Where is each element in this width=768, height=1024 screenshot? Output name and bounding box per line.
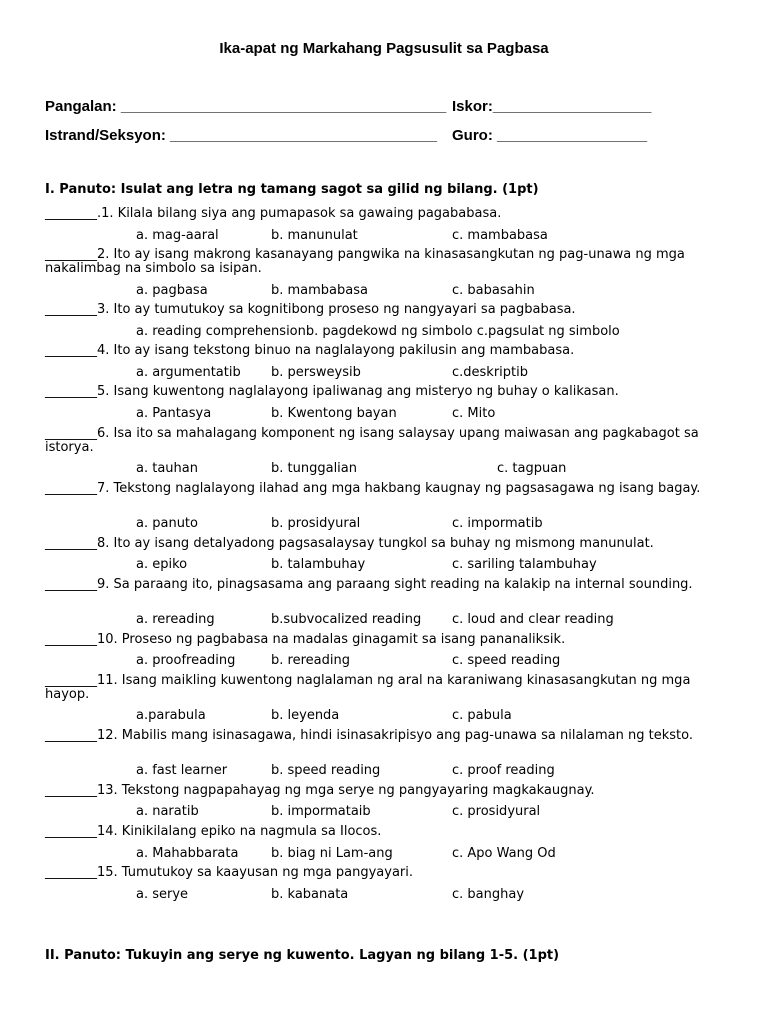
q13-option-c: c. prosidyural xyxy=(452,804,541,819)
question-14: ________14. Kinikilalang epiko na nagmula sa Ilocos. xyxy=(45,824,382,839)
q8-option-b: b. talambuhay xyxy=(271,557,366,572)
section-1-instructions: I. Panuto: Isulat ang letra ng tamang sagot sa gilid ng bilang. (1pt) xyxy=(45,182,539,197)
q1-option-c: c. mambabasa xyxy=(452,228,548,243)
q9-option-a: a. rereading xyxy=(136,612,215,627)
q4-option-b: b. persweysib xyxy=(271,365,361,380)
score-field: Iskor:___________________ xyxy=(452,98,652,115)
question-13: ________13. Tekstong nagpapahayag ng mga serye ng pangyayaring magkakaugnay. xyxy=(45,783,595,798)
q15-option-b: b. kabanata xyxy=(271,887,349,902)
q7-option-a: a. panuto xyxy=(136,516,198,531)
question-7: ________7. Tekstong naglalayong ilahad ang mga hakbang kaugnay ng pagsasagawa ng isang bagay. xyxy=(45,481,701,496)
q2-option-a: a. pagbasa xyxy=(136,283,208,298)
q13-option-a: a. naratib xyxy=(136,804,199,819)
q11-option-b: b. leyenda xyxy=(271,708,340,723)
q8-option-a: a. epiko xyxy=(136,557,188,572)
q12-option-a: a. fast learner xyxy=(136,763,228,778)
q15-option-a: a. serye xyxy=(136,887,189,902)
q14-option-b: b. biag ni Lam-ang xyxy=(271,846,393,861)
question-2: ________2. Ito ay isang makrong kasanayang pangwika na kinasasangkutan ng pag-unawa ng mga nakalimbag na simbolo sa isipan. xyxy=(45,247,685,276)
q6-option-c: c. tagpuan xyxy=(497,461,567,476)
question-15: ________15. Tumutukoy sa kaayusan ng mga pangyayari. xyxy=(45,865,413,880)
question-6: ________6. Isa ito sa mahalagang komponent ng isang salaysay upang maiwasan ang pagkabagot sa istorya. xyxy=(45,426,699,455)
q13-option-b: b. impormataib xyxy=(271,804,371,819)
q9-option-b: b.subvocalized reading xyxy=(271,612,422,627)
q5-option-b: b. Kwentong bayan xyxy=(271,406,397,421)
q12-option-c: c. proof reading xyxy=(452,763,555,778)
q15-option-c: c. banghay xyxy=(452,887,525,902)
q12-option-b: b. speed reading xyxy=(271,763,381,778)
q11-option-c: c. pabula xyxy=(452,708,512,723)
q8-option-c: c. sariling talambuhay xyxy=(452,557,597,572)
section-2-instructions: II. Panuto: Tukuyin ang serye ng kuwento. Lagyan ng bilang 1-5. (1pt) xyxy=(45,948,560,963)
q2-option-b: b. mambabasa xyxy=(271,283,368,298)
question-10: ________10. Proseso ng pagbabasa na madalas ginagamit sa isang pananaliksik. xyxy=(45,632,566,647)
question-1: ________.1. Kilala bilang siya ang pumapasok sa gawaing pagababasa. xyxy=(45,206,502,221)
q11-option-a: a.parabula xyxy=(136,708,206,723)
q5-option-a: a. Pantasya xyxy=(136,406,212,421)
q3-options: a. reading comprehensionb. pagdekowd ng simbolo c.pagsulat ng simbolo xyxy=(136,324,620,339)
q6-option-b: b. tunggalian xyxy=(271,461,357,476)
question-11: ________11. Isang maikling kuwentong naglalaman ng aral na karaniwang kinasasangkutan ng mga hayop. xyxy=(45,673,691,702)
q1-option-a: a. mag-aaral xyxy=(136,228,219,243)
page-title: Ika-apat ng Markahang Pagsusulit sa Pagbasa xyxy=(219,40,549,57)
q10-option-c: c. speed reading xyxy=(452,653,561,668)
q7-option-c: c. impormatib xyxy=(452,516,543,531)
question-8: ________8. Ito ay isang detalyadong pagsasalaysay tungkol sa buhay ng mismong manunulat. xyxy=(45,536,654,551)
q2-option-c: c. babasahin xyxy=(452,283,535,298)
name-field: Pangalan: _______________________________________ xyxy=(45,98,447,115)
q6-option-a: a. tauhan xyxy=(136,461,198,476)
q14-option-c: c. Apo Wang Od xyxy=(452,846,556,861)
teacher-field: Guro: __________________ xyxy=(452,127,648,144)
question-4: ________4. Ito ay isang tekstong binuo na naglalayong pakilusin ang mambabasa. xyxy=(45,343,575,358)
question-12: ________12. Mabilis mang isinasagawa, hindi isinasakripisyo ang pag-unawa sa nilalaman ng teksto. xyxy=(45,728,693,743)
question-9: ________9. Sa paraang ito, pinagsasama ang paraang sight reading na kalakip na internal sounding. xyxy=(45,577,693,592)
q4-option-a: a. argumentatib xyxy=(136,365,241,380)
q7-option-b: b. prosidyural xyxy=(271,516,361,531)
q10-option-a: a. proofreading xyxy=(136,653,236,668)
q14-option-a: a. Mahabbarata xyxy=(136,846,239,861)
q9-option-c: c. loud and clear reading xyxy=(452,612,614,627)
question-3: ________3. Ito ay tumutukoy sa kognitibong proseso ng nangyayari sa pagbabasa. xyxy=(45,302,576,317)
q5-option-c: c. Mito xyxy=(452,406,496,421)
q10-option-b: b. rereading xyxy=(271,653,350,668)
question-5: ________5. Isang kuwentong naglalayong ipaliwanag ang misteryo ng buhay o kalikasan. xyxy=(45,384,619,399)
strand-section-field: Istrand/Seksyon: ________________________________ xyxy=(45,127,437,144)
q4-option-c: c.deskriptib xyxy=(452,365,529,380)
q1-option-b: b. manunulat xyxy=(271,228,358,243)
